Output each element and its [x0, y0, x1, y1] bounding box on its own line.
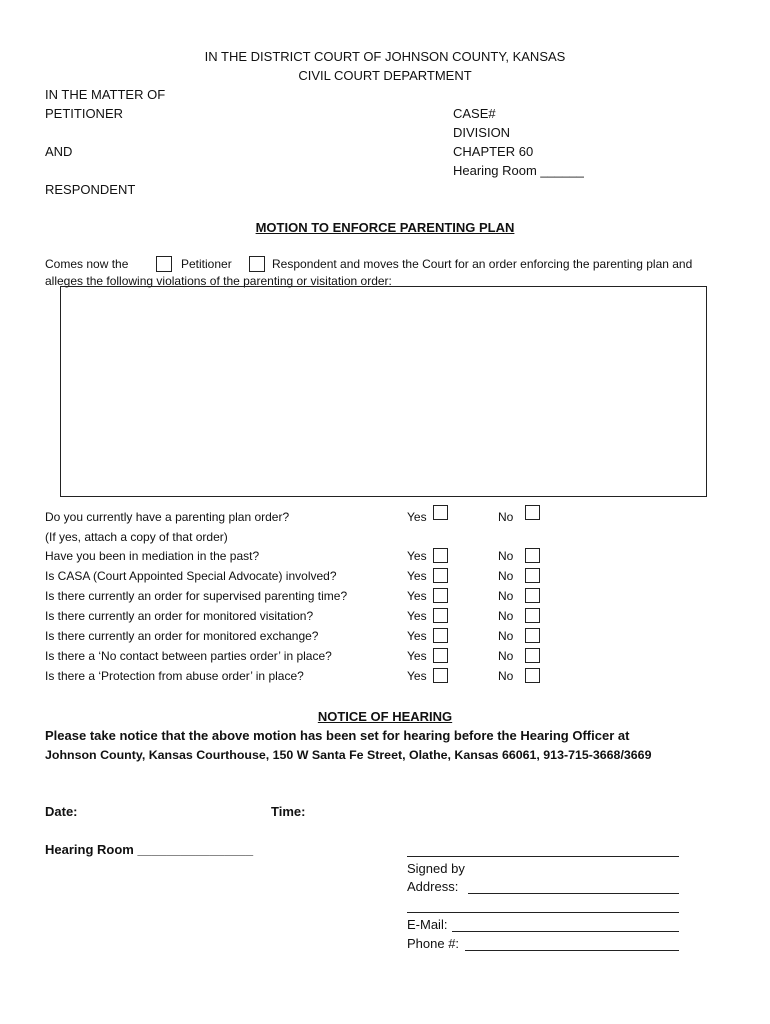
no-label: No: [498, 669, 514, 683]
intro-comes-now: Comes now the: [45, 257, 129, 271]
no-label: No: [498, 510, 514, 524]
case-number-label: CASE#: [453, 106, 496, 121]
question-supervised-parenting: Is there currently an order for supervised parenting time?: [45, 589, 348, 603]
no-label: No: [498, 629, 514, 643]
court-department: CIVIL COURT DEPARTMENT: [298, 68, 472, 83]
violations-textbox[interactable]: [60, 286, 707, 497]
caption-petitioner: PETITIONER: [45, 106, 124, 121]
yes-label: Yes: [407, 609, 427, 623]
time-label: Time:: [271, 804, 306, 819]
question-monitored-exchange: Is there currently an order for monitored exchange?: [45, 629, 319, 643]
yes-label: Yes: [407, 589, 427, 603]
notice-line2: Johnson County, Kansas Courthouse, 150 W Santa Fe Street, Olathe, Kansas 66061, 913-715-3668/3669: [45, 748, 652, 762]
question-protection-from-abuse: Is there a ‘Protection from abuse order’ in place?: [45, 669, 304, 683]
caption-and: AND: [45, 144, 73, 159]
q6-yes-checkbox[interactable]: [433, 628, 448, 643]
signature-line[interactable]: [407, 856, 679, 857]
caption-matter: IN THE MATTER OF: [45, 87, 166, 102]
address-line-2[interactable]: [407, 912, 679, 913]
q2-yes-checkbox[interactable]: [433, 548, 448, 563]
q3-no-checkbox[interactable]: [525, 568, 540, 583]
q7-no-checkbox[interactable]: [525, 648, 540, 663]
petitioner-option-label: Petitioner: [181, 257, 232, 271]
q8-no-checkbox[interactable]: [525, 668, 540, 683]
question-no-contact: Is there a ‘No contact between parties order’ in place?: [45, 649, 332, 663]
no-label: No: [498, 609, 514, 623]
division-label: DIVISION: [453, 125, 511, 140]
question-parenting-plan: Do you currently have a parenting plan order?: [45, 510, 290, 524]
notice-heading: NOTICE OF HEARING: [317, 709, 453, 724]
email-label: E-Mail:: [407, 917, 448, 932]
question-monitored-visitation: Is there currently an order for monitored visitation?: [45, 609, 314, 623]
q5-yes-checkbox[interactable]: [433, 608, 448, 623]
caption-respondent: RESPONDENT: [45, 182, 136, 197]
q6-no-checkbox[interactable]: [525, 628, 540, 643]
no-label: No: [498, 569, 514, 583]
email-line[interactable]: [452, 931, 679, 932]
yes-label: Yes: [407, 649, 427, 663]
q7-yes-checkbox[interactable]: [433, 648, 448, 663]
phone-line[interactable]: [465, 950, 679, 951]
question-mediation: Have you been in mediation in the past?: [45, 549, 260, 563]
address-label: Address:: [407, 879, 459, 894]
yes-label: Yes: [407, 510, 427, 524]
phone-label: Phone #:: [407, 936, 460, 951]
date-label: Date:: [45, 804, 78, 819]
document-title: MOTION TO ENFORCE PARENTING PLAN: [255, 220, 515, 235]
intro-line2: alleges the following violations of the parenting or visitation order:: [45, 274, 392, 288]
yes-label: Yes: [407, 549, 427, 563]
q2-no-checkbox[interactable]: [525, 548, 540, 563]
q5-no-checkbox[interactable]: [525, 608, 540, 623]
signed-by-label: Signed by: [407, 861, 465, 876]
q4-no-checkbox[interactable]: [525, 588, 540, 603]
yes-label: Yes: [407, 569, 427, 583]
petitioner-checkbox[interactable]: [156, 256, 172, 272]
q1-yes-checkbox[interactable]: [433, 505, 448, 520]
chapter-label: CHAPTER 60: [453, 144, 534, 159]
respondent-option-label: Respondent and moves the Court for an order enforcing the parenting plan and: [272, 257, 693, 271]
q4-yes-checkbox[interactable]: [433, 588, 448, 603]
q8-yes-checkbox[interactable]: [433, 668, 448, 683]
yes-label: Yes: [407, 629, 427, 643]
question-parenting-plan-note: (If yes, attach a copy of that order): [45, 530, 228, 544]
q1-no-checkbox[interactable]: [525, 505, 540, 520]
address-line[interactable]: [468, 893, 679, 894]
hearing-room-caption: Hearing Room ______: [453, 163, 584, 178]
no-label: No: [498, 649, 514, 663]
q3-yes-checkbox[interactable]: [433, 568, 448, 583]
court-name: IN THE DISTRICT COURT OF JOHNSON COUNTY, KANSAS: [204, 49, 566, 64]
no-label: No: [498, 549, 514, 563]
question-casa: Is CASA (Court Appointed Special Advocate) involved?: [45, 569, 337, 583]
hearing-room-label: Hearing Room ________________: [45, 842, 254, 857]
respondent-checkbox[interactable]: [249, 256, 265, 272]
notice-line1: Please take notice that the above motion has been set for hearing before the Hearing Officer at: [45, 728, 630, 743]
no-label: No: [498, 589, 514, 603]
yes-label: Yes: [407, 669, 427, 683]
